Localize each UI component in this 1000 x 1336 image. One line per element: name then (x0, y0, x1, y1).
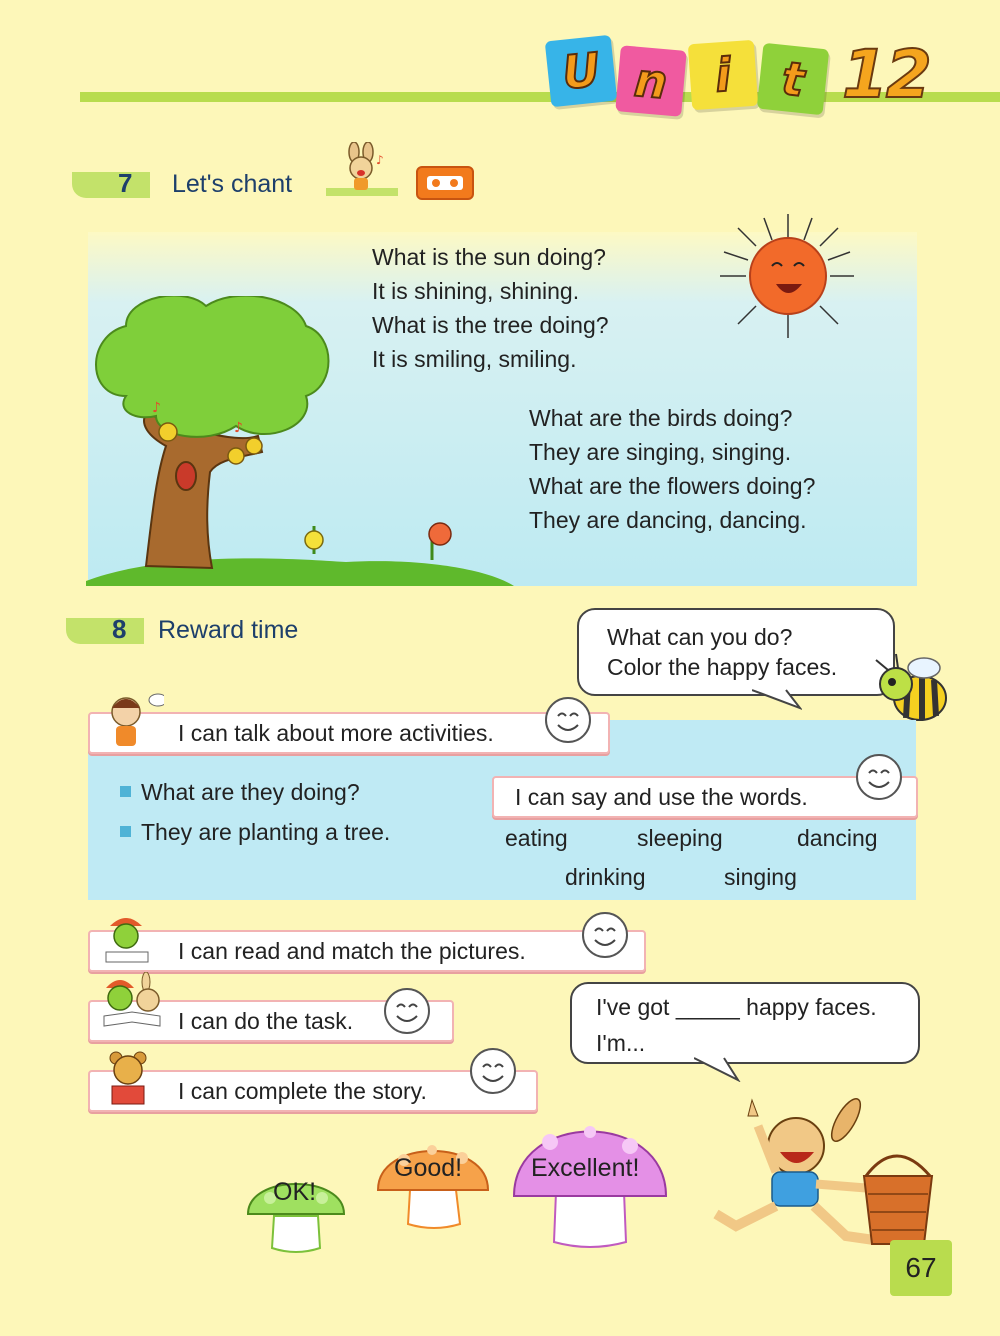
example-question: What are they doing? (141, 779, 360, 805)
smiley-face-icon[interactable] (856, 754, 902, 800)
section7-title: Let's chant (172, 170, 293, 198)
speech-bubble-top (577, 608, 895, 696)
svg-text:♪: ♪ (234, 420, 243, 436)
bear-reading-icon (104, 1048, 154, 1108)
vocab-word: dancing (797, 825, 878, 851)
section7-tab (72, 172, 150, 198)
unit-number: 12 (842, 36, 930, 113)
mushroom-good-label: Good! (394, 1154, 463, 1182)
page-number: 67 (890, 1240, 952, 1296)
speech-bubble-bottom (570, 982, 920, 1064)
bullet-icon (120, 826, 131, 837)
section8-number: 8 (112, 614, 127, 644)
unit-tile-t: t (757, 43, 830, 116)
vocab-word: singing (724, 864, 797, 890)
smiley-face-icon[interactable] (470, 1048, 516, 1094)
chant-line: What is the tree doing? (372, 312, 609, 338)
reading-kid-icon (100, 912, 156, 968)
section8-title: Reward time (158, 616, 299, 644)
chant-line: They are dancing, dancing. (529, 507, 807, 533)
bubble-line: What can you do? (607, 624, 793, 650)
smiley-face-icon[interactable] (582, 912, 628, 958)
chant-line: It is smiling, smiling. (372, 346, 577, 372)
chant-line: What is the sun doing? (372, 244, 606, 270)
girl-avatar-icon (102, 688, 164, 750)
sun-icon (716, 212, 856, 342)
mushroom-ok-label: OK! (273, 1178, 317, 1206)
reward-item-label: I can read and match the pictures. (178, 938, 526, 964)
section8-tab (66, 618, 144, 644)
bubble-tail (694, 1056, 742, 1082)
bubble-line: I'm... (596, 1030, 646, 1056)
mushroom-excellent-label: Excellent! (531, 1154, 640, 1182)
kids-reading-icon (98, 972, 168, 1032)
smiley-face-icon[interactable] (384, 988, 430, 1034)
chant-line: What are the flowers doing? (529, 473, 816, 499)
chant-line: It is shining, shining. (372, 278, 580, 304)
example-answer: They are planting a tree. (141, 819, 391, 845)
smiley-face-icon[interactable] (545, 697, 591, 743)
vocab-word: eating (505, 825, 568, 851)
reward-item-label: I can do the task. (178, 1008, 354, 1034)
reward-item-label: I can talk about more activities. (178, 720, 494, 746)
svg-text:♪: ♪ (152, 400, 161, 416)
bubble-line: I've got _____ happy faces. (596, 994, 877, 1020)
rabbit-basket-illustration (696, 1096, 946, 1256)
unit-tile-u: U (545, 35, 618, 108)
bubble-line: Color the happy faces. (607, 654, 838, 680)
chant-line: What are the birds doing? (529, 405, 793, 431)
unit-tile-i: i (688, 40, 758, 110)
reward-item-label: I can say and use the words. (515, 784, 808, 810)
cassette-icon[interactable] (416, 166, 474, 200)
section7-number: 7 (118, 168, 133, 198)
chant-line: They are singing, singing. (529, 439, 792, 465)
chant-stanza-2 (529, 401, 815, 537)
unit-tile-n: n (615, 45, 687, 117)
svg-text:♪: ♪ (376, 153, 384, 167)
vocab-word: drinking (565, 864, 646, 890)
vocab-word: sleeping (637, 825, 723, 851)
reward-item-label: I can complete the story. (178, 1078, 427, 1104)
chant-stanza-1 (372, 240, 609, 376)
singing-rabbit-icon (326, 142, 398, 198)
bullet-icon (120, 786, 131, 797)
bubble-tail (752, 688, 802, 710)
